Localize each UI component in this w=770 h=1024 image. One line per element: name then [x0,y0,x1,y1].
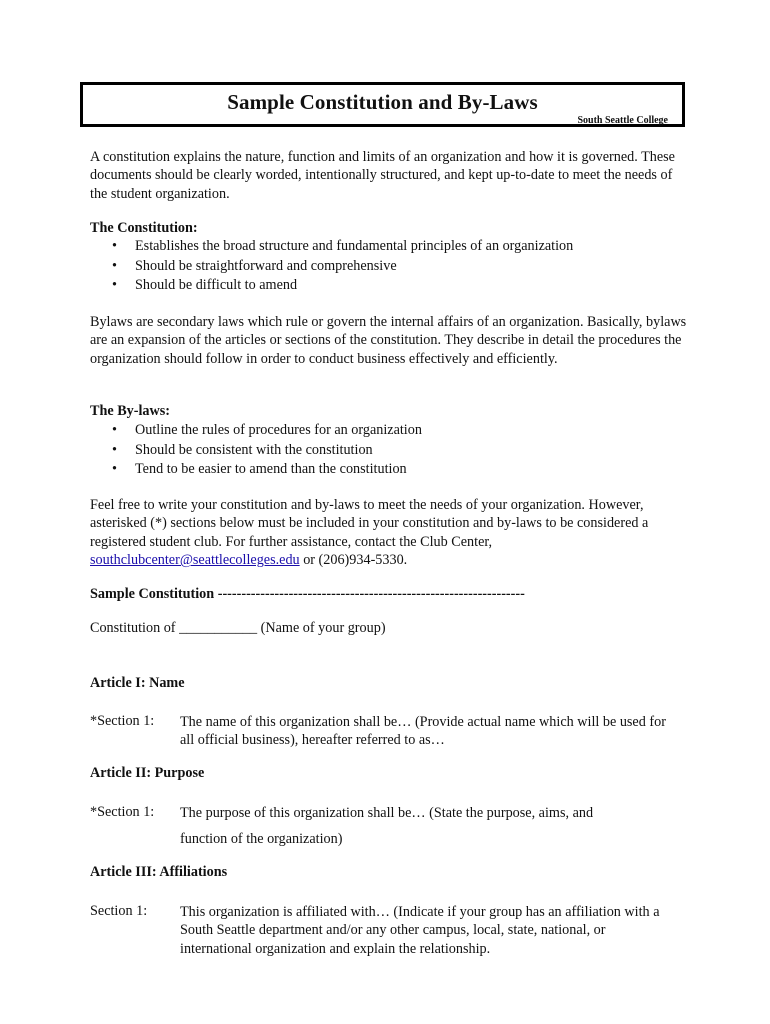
assistance-text: Feel free to write your constitution and by-laws to meet the needs of your organization. However, asterisked (*) sections below must be included in your constitution and by-laws to be considered a registered student club. For further assistance, contact the Club Center, [90,497,649,550]
document-title: Sample Constitution and By-Laws [227,90,538,114]
title-box [80,82,685,127]
section-text: This organization is affiliated with… (Indicate if your group has an affiliation with a South Seattle department and/or any other campus, local, state, national, or international organization and explain the relationship. [180,904,660,957]
section-label: Section 1: [90,903,148,919]
college-name: South Seattle College [577,115,668,126]
constitution-heading: The Constitution: [90,220,198,236]
list-item: • Should be straightforward and comprehensive [110,257,573,277]
list-item: • Outline the rules of procedures for an organization [110,421,422,441]
bylaws-paragraph: Bylaws are secondary laws which rule or govern the internal affairs of an organization. Basically, bylaws are an expansion of the articles or sections of the constitution. They describe in detail the procedures the organization should follow in order to conduct business effectively and efficiently. [90,314,687,367]
assistance-phone: or (206)934-5330. [299,552,408,569]
intro-paragraph: A constitution explains the nature, function and limits of an organization and how it is governed. These documents should be clearly worded, intentionally structured, and kept up-to-date to meet the needs of the student organization. [90,149,675,202]
section-text: The name of this organization shall be… (Provide actual name which will be used for all official business), hereafter referred to as… [180,714,666,749]
club-center-email-link[interactable]: southclubcenter@seattlecolleges.edu [90,552,300,569]
article-heading: Article I: Name [90,675,185,691]
sample-constitution-label: Sample Constitution [90,586,215,602]
section-text: The purpose of this organization shall be… (State the purpose, aims, and [180,805,594,821]
list-item: • Tend to be easier to amend than the constitution [110,460,422,480]
assistance-paragraph [90,496,690,570]
bylaws-bullet-list [110,421,422,480]
section-text-continued: function of the organization) [180,831,343,847]
section-label: *Section 1: [90,804,155,820]
list-item: • Should be difficult to amend [110,276,573,296]
list-item: • Should be consistent with the constitution [110,441,422,461]
list-item: • Establishes the broad structure and fundamental principles of an organization [110,237,573,257]
bylaws-heading: The By-laws: [90,403,171,419]
constitution-bullet-list [110,237,573,296]
sample-constitution-heading [90,586,525,603]
article-heading: Article III: Affiliations [90,864,228,880]
dash-rule: ----------------------------------------------------------------- [217,586,525,602]
constitution-of-line: Constitution of ___________ (Name of your group) [90,620,386,636]
article-heading: Article II: Purpose [90,765,205,781]
section-label: *Section 1: [90,713,155,729]
